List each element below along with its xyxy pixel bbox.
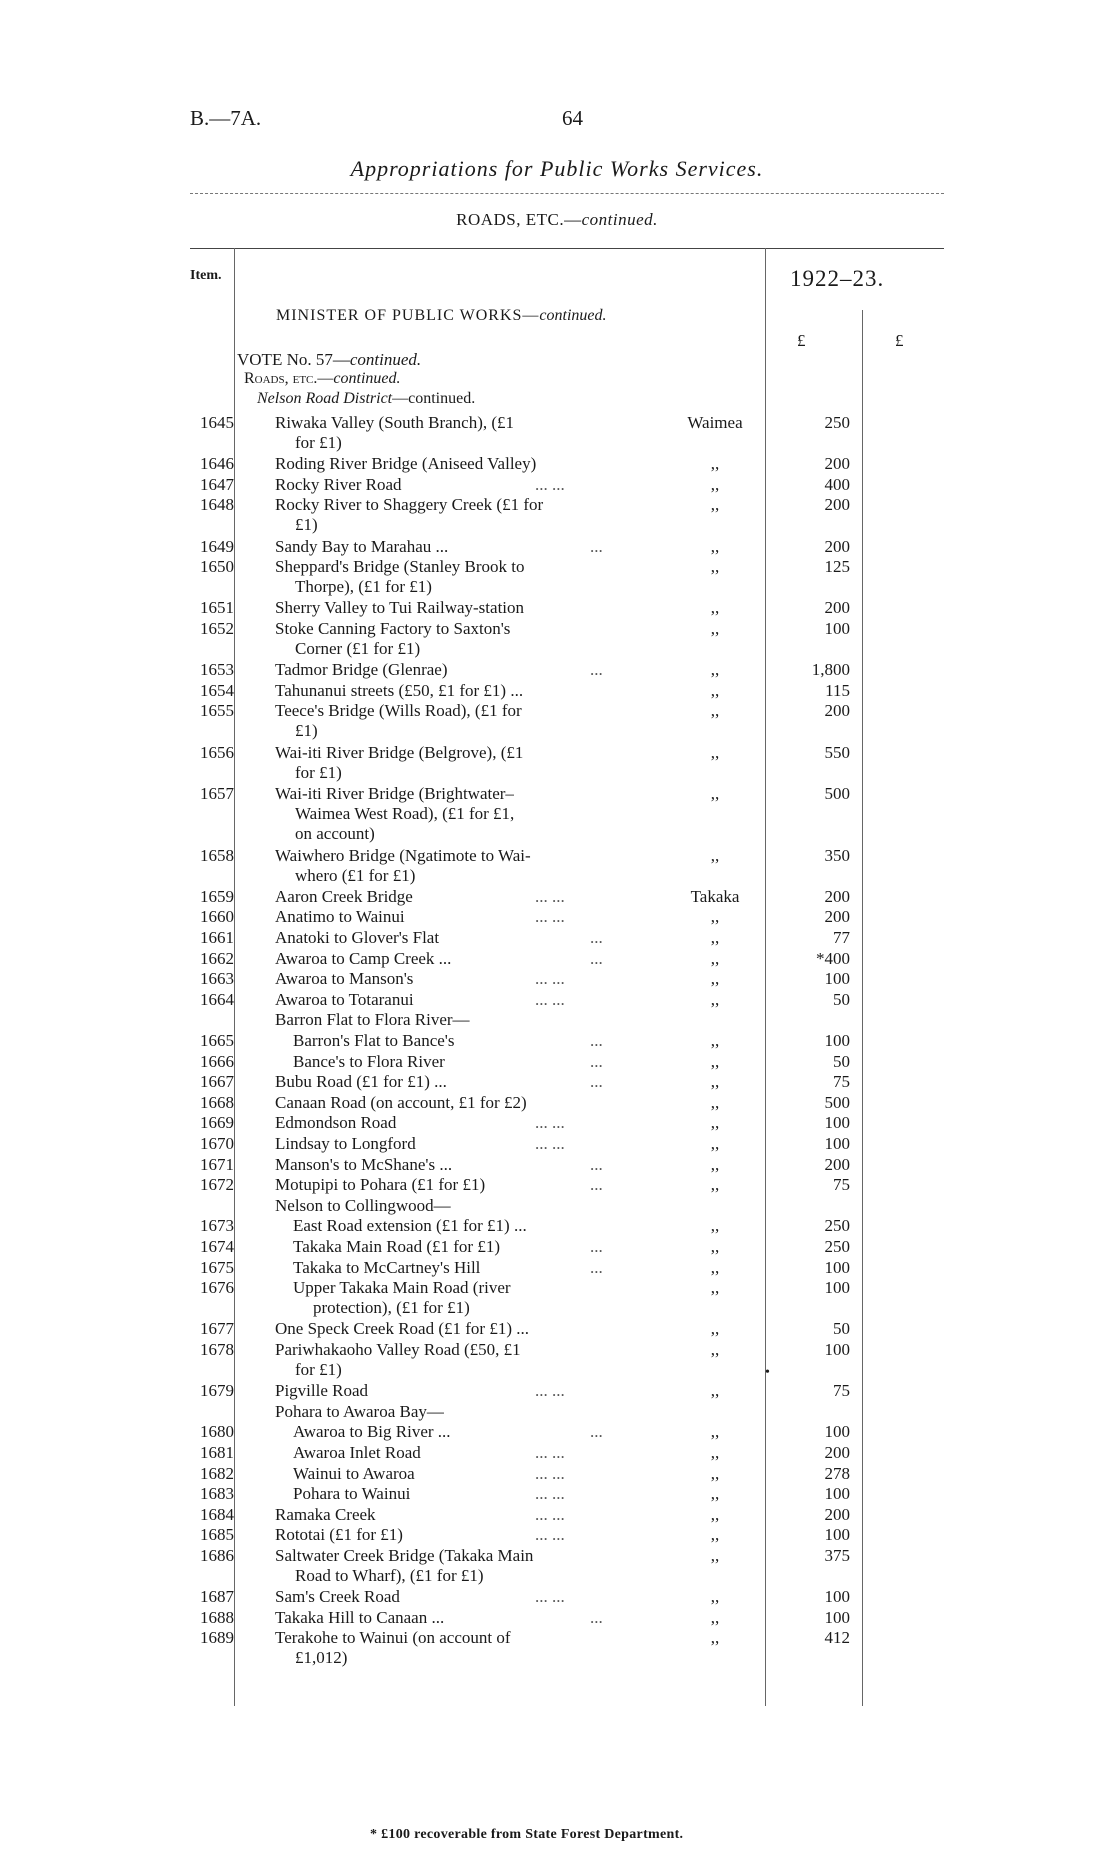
district-name: ,, xyxy=(710,742,720,762)
item-number: 1670 xyxy=(200,1134,234,1153)
district-name: ,, xyxy=(710,474,720,494)
amount: 100 xyxy=(824,1525,850,1545)
district-heading xyxy=(257,390,475,408)
leader-dots: ... xyxy=(590,1154,603,1174)
vote-heading-text: VOTE No. 57— xyxy=(237,350,350,369)
item-number: 1681 xyxy=(200,1443,234,1462)
item-number: 1645 xyxy=(200,413,234,432)
amount: 100 xyxy=(824,1134,850,1153)
item-number: 1658 xyxy=(200,845,234,865)
item-description-line: One Speck Creek Road (£1 for £1) ... xyxy=(275,1319,529,1339)
district-name: ,, xyxy=(710,1422,720,1442)
item-description-line: Anatimo to Wainui xyxy=(275,907,405,927)
district-name: ,, xyxy=(710,1340,720,1359)
item-description-line: Teece's Bridge (Wills Road), (£1 for xyxy=(275,701,522,721)
page-title: Appropriations for Public Works Services. xyxy=(350,156,764,181)
item-description xyxy=(275,660,615,680)
item-description-line: Sherry Valley to Tui Railway-station xyxy=(275,598,525,618)
item-number: 1667 xyxy=(200,1072,234,1092)
item-description-line: Upper Takaka Main Road (river xyxy=(293,1278,511,1298)
item-number: 1669 xyxy=(200,1113,234,1133)
amount: 200 xyxy=(824,907,850,927)
leader-dots: ... ... xyxy=(535,1113,565,1133)
item-description xyxy=(275,1546,615,1586)
item-description-line: Barron's Flat to Bance's xyxy=(293,1031,455,1050)
district-name: ,, xyxy=(710,783,720,803)
item-description-line: Takaka Hill to Canaan ... xyxy=(275,1607,445,1627)
district-name: ,, xyxy=(710,1072,720,1092)
item-description-line: Awaroa to Totaranui xyxy=(275,989,414,1009)
amount: 100 xyxy=(824,1340,850,1359)
item-number: 1651 xyxy=(200,598,234,618)
item-description-line: Nelson to Collingwood— xyxy=(275,1195,451,1215)
amount: 50 xyxy=(833,1319,850,1339)
item-description-line: Manson's to McShane's ... xyxy=(275,1154,453,1174)
district-name: ,, xyxy=(710,1628,720,1648)
item-description xyxy=(275,1072,615,1092)
item-description xyxy=(293,1443,615,1463)
item-description-continuation: whero (£1 for £1) xyxy=(295,865,416,885)
item-number: 1689 xyxy=(200,1628,234,1648)
amount: 50 xyxy=(833,989,850,1009)
item-description-line: Riwaka Valley (South Branch), (£1 xyxy=(275,413,515,432)
item-number: 1646 xyxy=(200,454,234,474)
roads-heading xyxy=(244,370,401,388)
item-number: 1674 xyxy=(200,1237,234,1256)
amount: 250 xyxy=(824,413,850,432)
district-heading-text: —continued. xyxy=(392,390,476,407)
item-number: 1673 xyxy=(200,1216,234,1236)
district-name: ,, xyxy=(710,495,720,515)
amount: 200 xyxy=(824,1504,850,1524)
item-description xyxy=(275,1319,615,1339)
section-heading-text: ROADS, ETC.— xyxy=(456,210,582,229)
district-name: Waimea xyxy=(687,413,743,432)
item-number: 1664 xyxy=(200,989,234,1009)
item-description-continuation: for £1) xyxy=(295,762,342,782)
item-description-continuation: Road to Wharf), (£1 for £1) xyxy=(295,1566,484,1585)
item-number: 1685 xyxy=(200,1525,234,1545)
amount: *400 xyxy=(816,948,850,968)
leader-dots: ... ... xyxy=(535,1504,565,1524)
amount: 75 xyxy=(833,1072,850,1092)
item-description-line: Pohara to Wainui xyxy=(293,1484,411,1504)
item-description-line: Takaka to McCartney's Hill xyxy=(293,1257,481,1277)
ministry-heading-text: MINISTER OF PUBLIC WORKS— xyxy=(276,307,540,324)
item-description-continuation: £1,012) xyxy=(295,1648,348,1668)
item-description-line: Rocky River to Shaggery Creek (£1 for xyxy=(275,495,544,515)
amount: 278 xyxy=(824,1463,850,1483)
leader-dots: ... xyxy=(590,536,603,556)
item-description xyxy=(275,1175,615,1195)
district-name: ,, xyxy=(710,1463,720,1483)
item-description xyxy=(275,1155,615,1175)
item-number: 1660 xyxy=(200,907,234,927)
district-name: ,, xyxy=(710,1154,720,1174)
item-description-continuation: £1) xyxy=(295,721,318,741)
amount: 200 xyxy=(824,701,850,721)
district-name: ,, xyxy=(710,660,720,680)
amount: 200 xyxy=(824,886,850,906)
leader-dots: ... ... xyxy=(535,1463,565,1483)
district-name: ,, xyxy=(710,969,720,989)
item-description xyxy=(293,1216,615,1236)
item-number: 1662 xyxy=(200,948,234,968)
item-number: 1686 xyxy=(200,1546,234,1565)
item-description xyxy=(275,454,615,474)
amount: 200 xyxy=(824,536,850,556)
amount: 115 xyxy=(825,680,850,700)
item-number: 1687 xyxy=(200,1587,234,1607)
roads-heading-text: Roads, etc.— xyxy=(244,370,334,387)
amount: 1,800 xyxy=(811,660,850,680)
district-name: ,, xyxy=(710,619,720,638)
amount: 375 xyxy=(824,1546,850,1565)
item-number: 1684 xyxy=(200,1504,234,1524)
stray-mark: • xyxy=(765,1365,770,1380)
item-description-line: Terakohe to Wainui (on account of xyxy=(275,1628,511,1648)
item-number: 1680 xyxy=(200,1422,234,1442)
amount: 100 xyxy=(824,1484,850,1504)
district-name: ,, xyxy=(710,1484,720,1504)
leader-dots: ... ... xyxy=(535,886,565,906)
item-description-continuation: £1) xyxy=(295,515,318,535)
amount: 250 xyxy=(824,1237,850,1256)
item-description-line: Aaron Creek Bridge xyxy=(275,886,413,906)
item-number: 1663 xyxy=(200,969,234,989)
leader-dots: ... xyxy=(590,660,603,680)
district-name: ,, xyxy=(710,1031,720,1050)
item-description-continuation: Corner (£1 for £1) xyxy=(295,639,421,658)
item-description-line: Rototai (£1 for £1) xyxy=(275,1525,403,1545)
amount: 200 xyxy=(824,1154,850,1174)
item-description-continuation: Thorpe), (£1 for £1) xyxy=(295,577,432,597)
district-name: ,, xyxy=(710,1051,720,1071)
item-number: 1647 xyxy=(200,474,234,494)
item-description xyxy=(275,1402,615,1422)
item-description-line: Saltwater Creek Bridge (Takaka Main xyxy=(275,1546,534,1565)
district-name: ,, xyxy=(710,1134,720,1153)
item-description-continuation: Waimea West Road), (£1 for £1, xyxy=(295,803,515,823)
item-description-line: Tahunanui streets (£50, £1 for £1) ... xyxy=(275,680,524,700)
district-name: ,, xyxy=(710,1257,720,1277)
item-number: 1656 xyxy=(200,742,234,762)
leader-dots: ... xyxy=(590,1422,603,1442)
district-name: ,, xyxy=(710,1216,720,1236)
district-name: ,, xyxy=(710,1175,720,1195)
amount: 200 xyxy=(824,454,850,474)
item-description-line: Barron Flat to Flora River— xyxy=(275,1010,470,1030)
district-name: ,, xyxy=(710,1546,720,1565)
item-description-line: Anatoki to Glover's Flat xyxy=(275,928,440,947)
year-heading: 1922–23. xyxy=(790,266,885,291)
district-heading-italic: Nelson Road District xyxy=(257,390,393,407)
item-description xyxy=(275,1196,615,1216)
item-description-line: Tadmor Bridge (Glenrae) xyxy=(275,660,448,680)
item-number: 1661 xyxy=(200,928,234,947)
item-number: 1649 xyxy=(200,536,234,556)
amount: 100 xyxy=(824,1422,850,1442)
amount: 250 xyxy=(824,1216,850,1236)
item-description xyxy=(275,619,615,659)
amount: 100 xyxy=(824,1031,850,1050)
item-number: 1665 xyxy=(200,1031,234,1050)
amount: 100 xyxy=(824,1113,850,1133)
amount: 100 xyxy=(824,619,850,638)
amount: 77 xyxy=(833,928,850,947)
item-description-line: Wainui to Awaroa xyxy=(293,1463,415,1483)
item-description-line: Bubu Road (£1 for £1) ... xyxy=(275,1072,447,1092)
item-number: 1682 xyxy=(200,1463,234,1483)
amount: 75 xyxy=(833,1381,850,1401)
item-description xyxy=(275,784,615,844)
item-description xyxy=(293,1052,615,1072)
vote-heading-italic: continued. xyxy=(349,350,422,369)
item-description xyxy=(275,1340,615,1380)
amount: 100 xyxy=(824,1607,850,1627)
item-number: 1676 xyxy=(200,1278,234,1298)
district-name: ,, xyxy=(710,845,720,865)
leader-dots: ... ... xyxy=(535,1525,565,1545)
item-description-line: Takaka Main Road (£1 for £1) xyxy=(293,1237,500,1256)
leader-dots: ... ... xyxy=(535,907,565,927)
footnote: * £100 recoverable from State Forest Department. xyxy=(370,1827,684,1842)
leader-dots: ... ... xyxy=(535,1381,565,1401)
item-description xyxy=(293,1237,615,1257)
district-name: ,, xyxy=(710,948,720,968)
item-description-line: Awaroa Inlet Road xyxy=(293,1443,421,1462)
vote-heading xyxy=(237,350,421,370)
item-number: 1666 xyxy=(200,1051,234,1071)
item-description-line: Motupipi to Pohara (£1 for £1) xyxy=(275,1175,486,1195)
district-column-rule xyxy=(765,248,766,1706)
item-description xyxy=(293,1464,615,1484)
district-name: ,, xyxy=(710,1381,720,1401)
item-number: 1678 xyxy=(200,1340,234,1359)
item-number: 1679 xyxy=(200,1381,234,1401)
item-description xyxy=(275,928,615,948)
item-number: 1652 xyxy=(200,619,234,638)
item-description-line: Wai-iti River Bridge (Brightwater– xyxy=(275,783,514,803)
district-name: ,, xyxy=(710,701,720,721)
district-name: ,, xyxy=(710,989,720,1009)
leader-dots: ... ... xyxy=(535,989,565,1009)
leader-dots: ... ... xyxy=(535,969,565,989)
amount: 200 xyxy=(824,495,850,515)
leader-dots: ... xyxy=(590,928,603,947)
item-description xyxy=(293,1484,615,1504)
amount: 100 xyxy=(824,1587,850,1607)
item-description-continuation: protection), (£1 for £1) xyxy=(313,1298,470,1318)
item-description xyxy=(275,1010,615,1030)
item-description-line: Stoke Canning Factory to Saxton's xyxy=(275,619,511,638)
amount: 100 xyxy=(824,1278,850,1298)
amount: 125 xyxy=(824,557,850,577)
pound-column-2: £ xyxy=(895,331,904,350)
leader-dots: ... xyxy=(590,1237,603,1256)
item-description-line: Canaan Road (on account, £1 for £2) xyxy=(275,1092,527,1112)
item-number: 1655 xyxy=(200,701,234,721)
item-number: 1668 xyxy=(200,1092,234,1112)
item-number: 1675 xyxy=(200,1257,234,1277)
district-name: ,, xyxy=(710,1237,720,1256)
leader-dots: ... xyxy=(590,1257,603,1277)
item-description xyxy=(275,1628,615,1668)
pound-column-1: £ xyxy=(797,331,806,350)
leader-dots: ... xyxy=(590,1607,603,1627)
district-name: ,, xyxy=(710,1525,720,1545)
item-description-line: Awaroa to Camp Creek ... xyxy=(275,948,452,968)
amount: 200 xyxy=(824,1443,850,1462)
item-description xyxy=(275,495,615,535)
item-number: 1659 xyxy=(200,886,234,906)
item-description-continuation: on account) xyxy=(295,823,375,843)
item-description xyxy=(275,1608,615,1628)
item-number: 1688 xyxy=(200,1607,234,1627)
amount: 350 xyxy=(824,845,850,865)
leader-dots: ... xyxy=(590,948,603,968)
item-description xyxy=(275,413,615,453)
item-number: 1672 xyxy=(200,1175,234,1195)
item-column-heading: Item. xyxy=(190,268,222,283)
amount: 500 xyxy=(824,1092,850,1112)
item-number: 1650 xyxy=(200,557,234,577)
item-number: 1677 xyxy=(200,1319,234,1339)
item-description-line: Sandy Bay to Marahau ... xyxy=(275,536,449,556)
district-name: ,, xyxy=(710,536,720,556)
amount: 550 xyxy=(824,742,850,762)
item-description xyxy=(275,743,615,783)
leader-dots: ... ... xyxy=(535,1587,565,1607)
item-description xyxy=(293,1258,615,1278)
table-top-rule xyxy=(190,248,944,249)
leader-dots: ... xyxy=(590,1031,603,1050)
item-description-line: Awaroa to Manson's xyxy=(275,969,414,989)
district-name: ,, xyxy=(710,598,720,618)
item-description xyxy=(275,1093,615,1113)
item-description-line: Bance's to Flora River xyxy=(293,1051,445,1071)
item-number: 1657 xyxy=(200,783,234,803)
leader-dots: ... ... xyxy=(535,474,565,494)
district-name: ,, xyxy=(710,1113,720,1133)
district-name: ,, xyxy=(710,1443,720,1462)
page-reference: B.—7A. xyxy=(190,106,262,130)
item-description-line: East Road extension (£1 for £1) ... xyxy=(293,1216,527,1236)
district-name: ,, xyxy=(710,1319,720,1339)
amount: 100 xyxy=(824,1257,850,1277)
item-description-line: Sam's Creek Road xyxy=(275,1587,400,1607)
item-description-line: Sheppard's Bridge (Stanley Brook to xyxy=(275,557,525,577)
item-description xyxy=(275,598,615,618)
item-number: 1653 xyxy=(200,660,234,680)
amount: 500 xyxy=(824,783,850,803)
item-description xyxy=(275,681,615,701)
amount: 412 xyxy=(824,1628,850,1648)
item-description-line: Edmondson Road xyxy=(275,1113,397,1133)
title-rule xyxy=(190,193,944,194)
item-description-line: Rocky River Road xyxy=(275,474,402,494)
district-name: ,, xyxy=(710,1587,720,1607)
item-description xyxy=(275,701,615,741)
ministry-heading xyxy=(276,307,607,325)
amount: 75 xyxy=(833,1175,850,1195)
district-name: Takaka xyxy=(690,886,740,906)
leader-dots: ... xyxy=(590,1051,603,1071)
item-column-rule xyxy=(234,248,235,1706)
item-description-continuation: for £1) xyxy=(295,433,342,452)
amount: 100 xyxy=(824,969,850,989)
district-name: ,, xyxy=(710,680,720,700)
item-number: 1671 xyxy=(200,1154,234,1174)
item-description xyxy=(293,1278,615,1318)
item-description-line: Wai-iti River Bridge (Belgrove), (£1 xyxy=(275,742,524,762)
district-name: ,, xyxy=(710,1607,720,1627)
section-heading xyxy=(0,210,1114,230)
district-name: ,, xyxy=(710,928,720,947)
item-description xyxy=(275,557,615,597)
item-description xyxy=(275,949,615,969)
item-description-line: Roding River Bridge (Aniseed Valley) xyxy=(275,454,537,474)
leader-dots: ... ... xyxy=(535,1484,565,1504)
item-description-line: Lindsay to Longford xyxy=(275,1134,416,1153)
district-name: ,, xyxy=(710,907,720,927)
section-heading-italic: continued. xyxy=(581,210,658,229)
leader-dots: ... ... xyxy=(535,1443,565,1462)
item-number: 1683 xyxy=(200,1484,234,1504)
item-description xyxy=(293,1031,615,1051)
page-number: 64 xyxy=(562,106,583,130)
amount: 400 xyxy=(824,474,850,494)
roads-heading-italic: continued. xyxy=(333,370,401,387)
item-description xyxy=(275,846,615,886)
district-name: ,, xyxy=(710,557,720,577)
item-description xyxy=(293,1422,615,1442)
item-number: 1648 xyxy=(200,495,234,515)
leader-dots: ... xyxy=(590,1175,603,1195)
item-description-continuation: for £1) xyxy=(295,1360,342,1379)
item-description-line: Pariwhakaoho Valley Road (£50, £1 xyxy=(275,1340,521,1359)
ministry-heading-italic: continued. xyxy=(539,307,607,324)
item-description xyxy=(275,537,615,557)
amount: 50 xyxy=(833,1051,850,1071)
district-name: ,, xyxy=(710,1278,720,1298)
amount-column-rule xyxy=(862,310,863,1706)
item-description-line: Awaroa to Big River ... xyxy=(293,1422,451,1442)
item-description-line: Ramaka Creek xyxy=(275,1504,376,1524)
item-description-line: Pigville Road xyxy=(275,1381,369,1401)
leader-dots: ... ... xyxy=(535,1134,565,1153)
item-number: 1654 xyxy=(200,680,234,700)
district-name: ,, xyxy=(710,1092,720,1112)
amount: 200 xyxy=(824,598,850,618)
district-name: ,, xyxy=(710,454,720,474)
item-description-line: Waiwhero Bridge (Ngatimote to Wai- xyxy=(275,845,531,865)
item-description-line: Pohara to Awaroa Bay— xyxy=(275,1401,444,1421)
district-name: ,, xyxy=(710,1504,720,1524)
leader-dots: ... xyxy=(590,1072,603,1092)
